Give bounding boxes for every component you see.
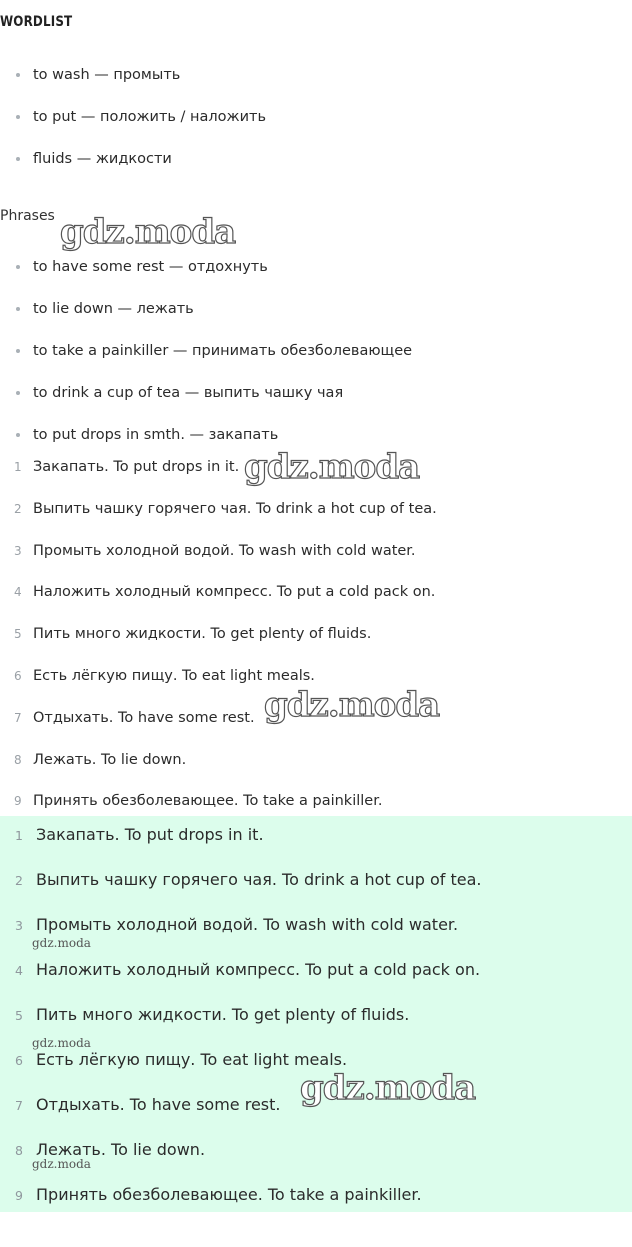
bullet-icon — [16, 265, 20, 269]
list-item: 5 Пить много жидкости. To get plenty of fluids. — [0, 623, 632, 665]
list-item: 7 Отдыхать. To have some rest. — [0, 1094, 632, 1139]
watermark: gdz.moda — [244, 447, 420, 487]
watermark: gdz.moda — [264, 685, 440, 725]
bullet-icon — [16, 307, 20, 311]
item-number: 6 — [14, 668, 22, 683]
phrases-list — [0, 256, 632, 466]
item-number: 4 — [14, 585, 22, 600]
list-item: 3 Промыть холодной водой. To wash with cold water. — [0, 540, 632, 582]
watermark: gdz.moda — [300, 1068, 476, 1108]
item-number: 7 — [14, 710, 22, 725]
bullet-icon — [16, 391, 20, 395]
item-number: 3 — [14, 543, 22, 558]
bullet-icon — [16, 349, 20, 353]
list-item: to wash — промыть — [0, 64, 632, 106]
sentence-list — [0, 456, 632, 832]
list-item: 1 Закапать. To put drops in it. — [0, 456, 632, 498]
list-item: 6 Есть лёгкую пищу. To eat light meals. — [0, 1049, 632, 1094]
wordlist-list — [0, 64, 632, 190]
list-item: 6 Есть лёгкую пищу. To eat light meals. — [0, 665, 632, 707]
item-number: 1 — [15, 828, 23, 843]
list-item: 4 Наложить холодный компресс. To put a cold pack on. — [0, 581, 632, 623]
item-number: 8 — [15, 1143, 23, 1158]
bullet-icon — [16, 157, 20, 161]
list-item: 2 Выпить чашку горячего чая. To drink a hot cup of tea. — [0, 498, 632, 540]
list-item: to lie down — лежать — [0, 298, 632, 340]
list-item: 3 Промыть холодной водой. To wash with cold water. — [0, 914, 632, 959]
watermark: gdz.moda — [32, 1036, 91, 1050]
item-number: 2 — [15, 873, 23, 888]
list-item: 9 Принять обезболевающее. To take a painkiller. — [0, 790, 632, 832]
wordlist-heading: WORDLIST — [0, 14, 73, 30]
item-number: 3 — [15, 918, 23, 933]
list-item: to have some rest — отдохнуть — [0, 256, 632, 298]
list-item: to drink a cup of tea — выпить чашку чая — [0, 382, 632, 424]
item-number: 8 — [14, 752, 22, 767]
item-number: 7 — [15, 1098, 23, 1113]
watermark: gdz.moda — [32, 1157, 91, 1171]
list-item: to take a painkiller — принимать обезболевающее — [0, 340, 632, 382]
list-item: to put — положить / наложить — [0, 106, 632, 148]
item-number: 9 — [15, 1188, 23, 1203]
answer-list — [0, 824, 632, 1229]
bullet-icon — [16, 433, 20, 437]
list-item: 4 Наложить холодный компресс. To put a cold pack on. — [0, 959, 632, 1004]
list-item: 8 Лежать. To lie down. — [0, 1139, 632, 1184]
list-item: to put drops in smth. — закапать — [0, 424, 632, 466]
item-number: 2 — [14, 501, 22, 516]
item-number: 4 — [15, 963, 23, 978]
list-item: 2 Выпить чашку горячего чая. To drink a hot cup of tea. — [0, 869, 632, 914]
item-number: 9 — [14, 794, 22, 809]
bullet-icon — [16, 115, 20, 119]
answer-box — [0, 816, 632, 1212]
item-number: 6 — [15, 1053, 23, 1068]
item-number: 1 — [14, 460, 22, 474]
watermark: gdz.moda — [60, 212, 236, 252]
list-item: fluids — жидкости — [0, 148, 632, 190]
bullet-icon — [16, 73, 20, 77]
list-item: 7 Отдыхать. To have some rest. — [0, 707, 632, 749]
phrases-heading: Phrases — [0, 208, 55, 224]
watermark: gdz.moda — [32, 936, 91, 950]
list-item: 8 Лежать. To lie down. — [0, 749, 632, 791]
item-number: 5 — [15, 1008, 23, 1023]
list-item: 9 Принять обезболевающее. To take a painkiller. — [0, 1184, 632, 1229]
list-item: 1 Закапать. To put drops in it. — [0, 824, 632, 869]
list-item: 5 Пить много жидкости. To get plenty of fluids. — [0, 1004, 632, 1049]
item-number: 5 — [14, 627, 22, 642]
